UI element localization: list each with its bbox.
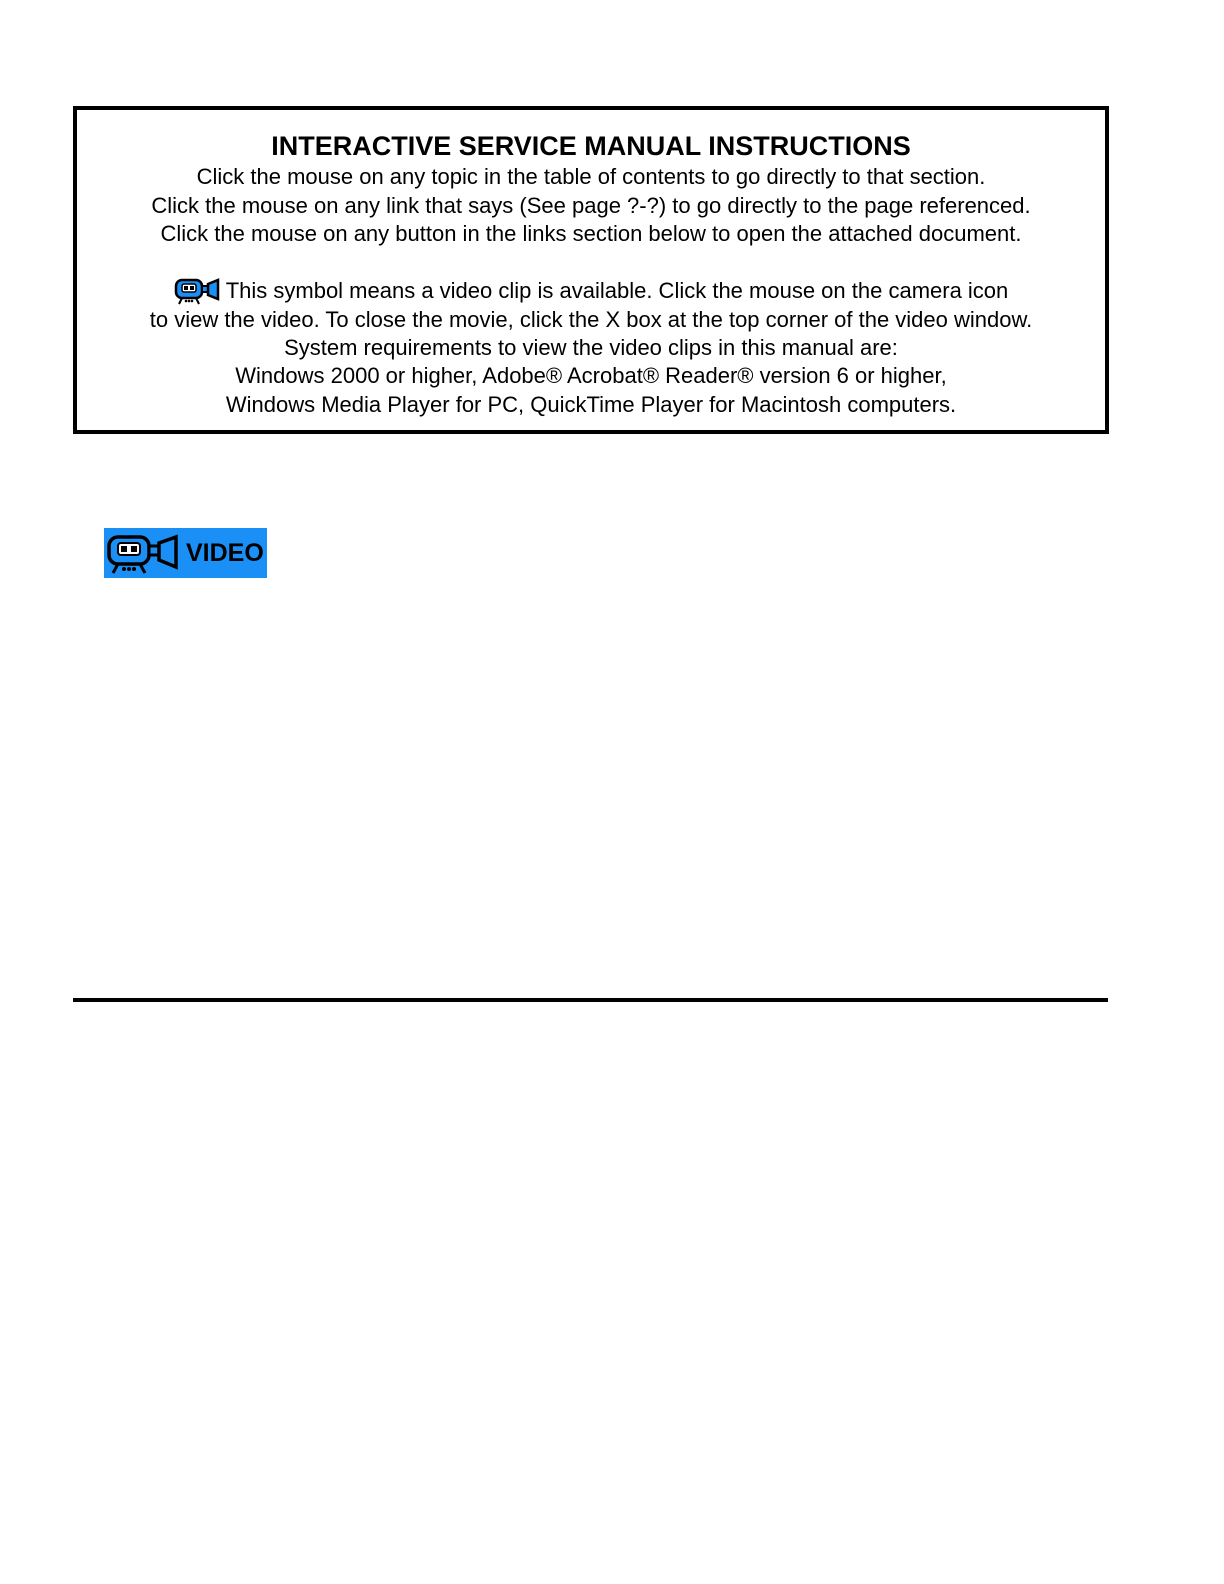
instruction-line-page-links: Click the mouse on any link that says (See page ?-?) to go directly to the page referenced.	[151, 193, 1031, 218]
instruction-line-media-players: Windows Media Player for PC, QuickTime Player for Macintosh computers.	[225, 392, 957, 417]
instruction-line-view-video: to view the video. To close the movie, click the X box at the top corner of the video window.	[149, 307, 1033, 332]
instruction-line-buttons: Click the mouse on any button in the links section below to open the attached document.	[160, 221, 1022, 246]
video-button[interactable]	[104, 528, 267, 578]
instruction-line-windows-acrobat: Windows 2000 or higher, Adobe® Acrobat® Reader® version 6 or higher,	[235, 363, 947, 388]
video-camera-icon	[106, 533, 180, 575]
instruction-line-video-symbol	[77, 277, 1105, 305]
video-camera-icon	[174, 277, 220, 305]
instruction-line-toc: Click the mouse on any topic in the table of contents to go directly to that section.	[196, 164, 986, 189]
section-divider	[73, 998, 1108, 1002]
instructions-box	[73, 106, 1109, 434]
instructions-title: INTERACTIVE SERVICE MANUAL INSTRUCTIONS	[271, 131, 911, 161]
video-symbol-text: This symbol means a video clip is available. Click the mouse on the camera icon	[225, 278, 1009, 303]
video-button-label: VIDEO	[186, 539, 264, 567]
instruction-line-requirements: System requirements to view the video clips in this manual are:	[284, 335, 898, 360]
